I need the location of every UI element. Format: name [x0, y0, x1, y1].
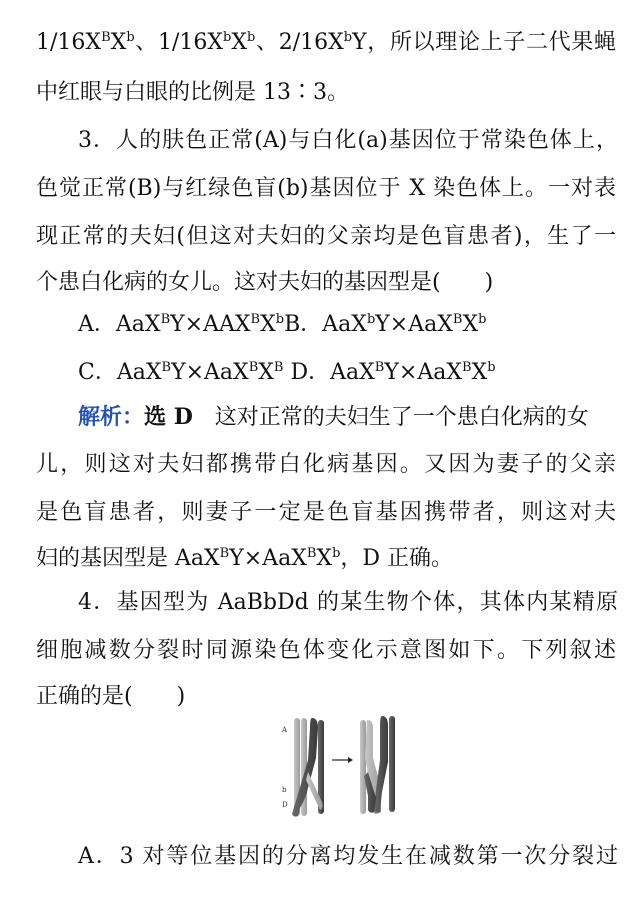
label-b: b: [282, 786, 287, 794]
question-4-line-2: 细胞减数分裂时同源染色体变化示意图如下。下列叙述: [36, 638, 616, 663]
question-3-options-cd: [78, 358, 618, 388]
chromosome-diagram: [278, 712, 408, 824]
question-4-option-a: A．3 对等位基因的分离均发生在减数第一次分裂过: [78, 844, 618, 869]
option-d: D．$AaX^BY\times AaX^BX^b$: [283, 360, 496, 385]
analysis-line-4: 妇的基因型是 $AaX^BY\times AaX^BX^b$，D 正确。: [36, 546, 454, 571]
analysis-line-2: 儿，则这对夫妇都携带白化病基因。又因为妻子的父亲: [36, 452, 616, 477]
label-D: D: [282, 801, 288, 809]
label-A: A: [282, 726, 288, 734]
analysis-line-1: 解析：选 D 这对正常的夫妇生了一个患白化病的女: [78, 404, 589, 430]
analysis-choice: 选 D: [144, 404, 193, 430]
chromosome-pair-before: [292, 718, 324, 817]
arrow-icon: [332, 757, 353, 763]
chromosome-pair-after: [360, 716, 395, 814]
option-a: A．$AaX^BY\times AAX^BX^b$: [78, 312, 285, 337]
analysis-line-3: 是色盲患者，则妻子一定是色盲基因携带者，则这对夫: [36, 500, 616, 525]
question-3-options-ab: [78, 310, 618, 340]
question-3-line-4: 个患白化病的女儿。这对夫妇的基因型是( ): [36, 270, 494, 295]
question-4-line-3: 正确的是( ): [36, 684, 186, 709]
question-3-line-3: 现正常的夫妇(但这对夫妇的父亲均是色盲患者)，生了一: [36, 224, 616, 249]
option-b: B．$AaX^bY\times AaX^BX^b$: [284, 312, 487, 337]
question-4-line-1: 4．基因型为 AaBbDd 的某生物个体，其体内某精原: [78, 590, 618, 615]
option-c: C．$AaX^BY\times AaX^BX^B$: [78, 360, 284, 385]
previous-answer-line-2: 中红眼与白眼的比例是 13∶3。: [36, 80, 349, 105]
question-3-line-2: 色觉正常(B)与红绿色盲(b)基因位于 X 染色体上。一对表: [36, 176, 616, 201]
previous-answer-line-1: $1/16X^BX^b$、$1/16X^bX^b$、$2/16X^bY$，所以理论上子二代果蝇: [36, 30, 616, 55]
question-3-line-1: 3．人的肤色正常(A)与白化(a)基因位于常染色体上，: [78, 128, 618, 153]
analysis-colon: ：: [122, 404, 145, 430]
analysis-label: 解析: [78, 404, 123, 430]
